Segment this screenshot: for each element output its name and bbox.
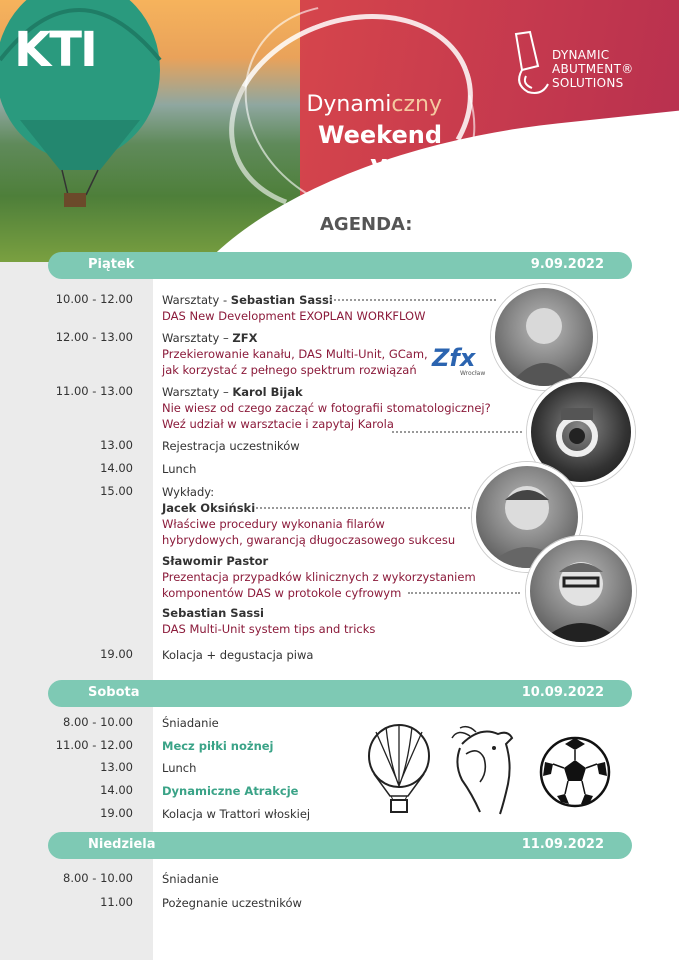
time-label: 8.00 - 10.00 bbox=[63, 715, 133, 729]
entry-subtitle: DAS New Development EXOPLAN WORKFLOW bbox=[162, 309, 426, 323]
day-bar-sunday bbox=[48, 832, 632, 859]
entry-subtitle: Weź udział w warsztacie i zapytaj Karola bbox=[162, 417, 394, 431]
entry-subtitle: DAS Multi-Unit system tips and tricks bbox=[162, 622, 376, 636]
time-label: 13.00 bbox=[100, 760, 133, 774]
agenda-entry: Rejestracja uczestników bbox=[162, 439, 300, 453]
entry-prefix: Warsztaty – bbox=[162, 331, 233, 345]
agenda-title: AGENDA: bbox=[320, 214, 413, 235]
entry-speaker: Sebastian Sassi bbox=[162, 606, 264, 620]
entry-speaker: Sebastian Sassi bbox=[230, 293, 333, 307]
entry-subtitle: Prezentacja przypadków klinicznych z wykorzystaniem bbox=[162, 570, 476, 584]
day-name: Sobota bbox=[88, 685, 140, 700]
das-line3: SOLUTIONS bbox=[552, 76, 624, 90]
title-vol: vol.3 bbox=[370, 150, 442, 180]
entry-subtitle: Przekierowanie kanału, DAS Multi-Unit, GCam, bbox=[162, 347, 428, 361]
time-label: 19.00 bbox=[100, 647, 133, 661]
entry-prefix: Warsztaty - bbox=[162, 293, 231, 307]
entry-speaker: ZFX bbox=[232, 331, 258, 345]
day-date: 11.09.2022 bbox=[521, 837, 604, 852]
time-label: 8.00 - 10.00 bbox=[63, 871, 133, 885]
day-name: Piątek bbox=[88, 257, 135, 272]
agenda-entry: Kolacja w Trattori włoskiej bbox=[162, 807, 311, 821]
entry-subtitle: hybrydowych, gwarancją długoczasowego sukcesu bbox=[162, 533, 456, 547]
das-line1: DYNAMIC bbox=[552, 48, 610, 62]
entry-speaker: Jacek Oksiński bbox=[162, 501, 256, 515]
agenda-entry bbox=[162, 605, 375, 637]
time-label: 13.00 bbox=[100, 438, 133, 452]
agenda-entry: Śniadanie bbox=[162, 716, 219, 730]
speaker-photo-pastor bbox=[526, 536, 636, 646]
agenda-entry: Lunch bbox=[162, 761, 197, 775]
kti-logo: KTI bbox=[14, 22, 96, 78]
time-label: 15.00 bbox=[100, 484, 133, 498]
day-bar-saturday bbox=[48, 680, 632, 707]
dotted-leader bbox=[326, 299, 496, 301]
agenda-entry: Kolacja + degustacja piwa bbox=[162, 648, 314, 662]
lectures-heading: Wykłady: bbox=[162, 485, 215, 499]
agenda-entry bbox=[162, 330, 428, 378]
das-logo-icon bbox=[508, 30, 554, 100]
title-czny: czny bbox=[391, 92, 442, 117]
time-label: 11.00 - 12.00 bbox=[55, 738, 133, 752]
time-label: 11.00 - 13.00 bbox=[55, 384, 133, 398]
zfx-logo-sub: Wrocław bbox=[460, 370, 486, 377]
day-date: 9.09.2022 bbox=[530, 257, 604, 272]
time-label: 11.00 bbox=[100, 895, 133, 909]
hot-air-balloon-icon bbox=[366, 724, 432, 816]
entry-prefix: Warsztaty – bbox=[162, 385, 233, 399]
das-logo-text bbox=[552, 48, 634, 90]
title-weekend: Weekend bbox=[317, 121, 442, 149]
time-label: 12.00 - 13.00 bbox=[55, 330, 133, 344]
time-label: 10.00 - 12.00 bbox=[55, 292, 133, 306]
title-dynami: Dynami bbox=[306, 92, 392, 117]
dotted-leader bbox=[256, 507, 474, 509]
agenda-entry: Lunch bbox=[162, 462, 197, 476]
agenda-entry: Śniadanie bbox=[162, 872, 219, 886]
time-label: 19.00 bbox=[100, 806, 133, 820]
agenda-entry-highlight: Mecz piłki nożnej bbox=[162, 739, 274, 753]
entry-subtitle: jak korzystać z pełnego spektrum rozwiązań bbox=[162, 363, 417, 377]
speaker-photo-sassi bbox=[491, 284, 597, 390]
zfx-logo: Zfx bbox=[432, 344, 476, 372]
day-bar-friday bbox=[48, 252, 632, 279]
entry-subtitle: komponentów DAS w protokole cyfrowym bbox=[162, 586, 402, 600]
time-label: 14.00 bbox=[100, 461, 133, 475]
das-line2: ABUTMENT® bbox=[552, 62, 634, 76]
time-label: 14.00 bbox=[100, 783, 133, 797]
agenda-entry bbox=[162, 384, 491, 432]
day-name: Niedziela bbox=[88, 837, 156, 852]
entry-subtitle: Nie wiesz od czego zacząć w fotografii stomatologicznej? bbox=[162, 401, 491, 415]
event-title bbox=[272, 90, 442, 180]
soccer-ball-icon bbox=[539, 736, 611, 808]
entry-speaker: Sławomir Pastor bbox=[162, 554, 269, 568]
dotted-leader bbox=[392, 431, 522, 433]
agenda-entry: Pożegnanie uczestników bbox=[162, 896, 302, 910]
entry-speaker: Karol Bijak bbox=[232, 385, 303, 399]
agenda-entry bbox=[162, 484, 455, 548]
agenda-entry-highlight: Dynamiczne Atrakcje bbox=[162, 784, 299, 798]
entry-subtitle: Właściwe procedury wykonania filarów bbox=[162, 517, 385, 531]
agenda-entry bbox=[162, 292, 425, 324]
dotted-leader bbox=[408, 592, 520, 594]
day-date: 10.09.2022 bbox=[521, 685, 604, 700]
horse-icon bbox=[450, 724, 522, 816]
